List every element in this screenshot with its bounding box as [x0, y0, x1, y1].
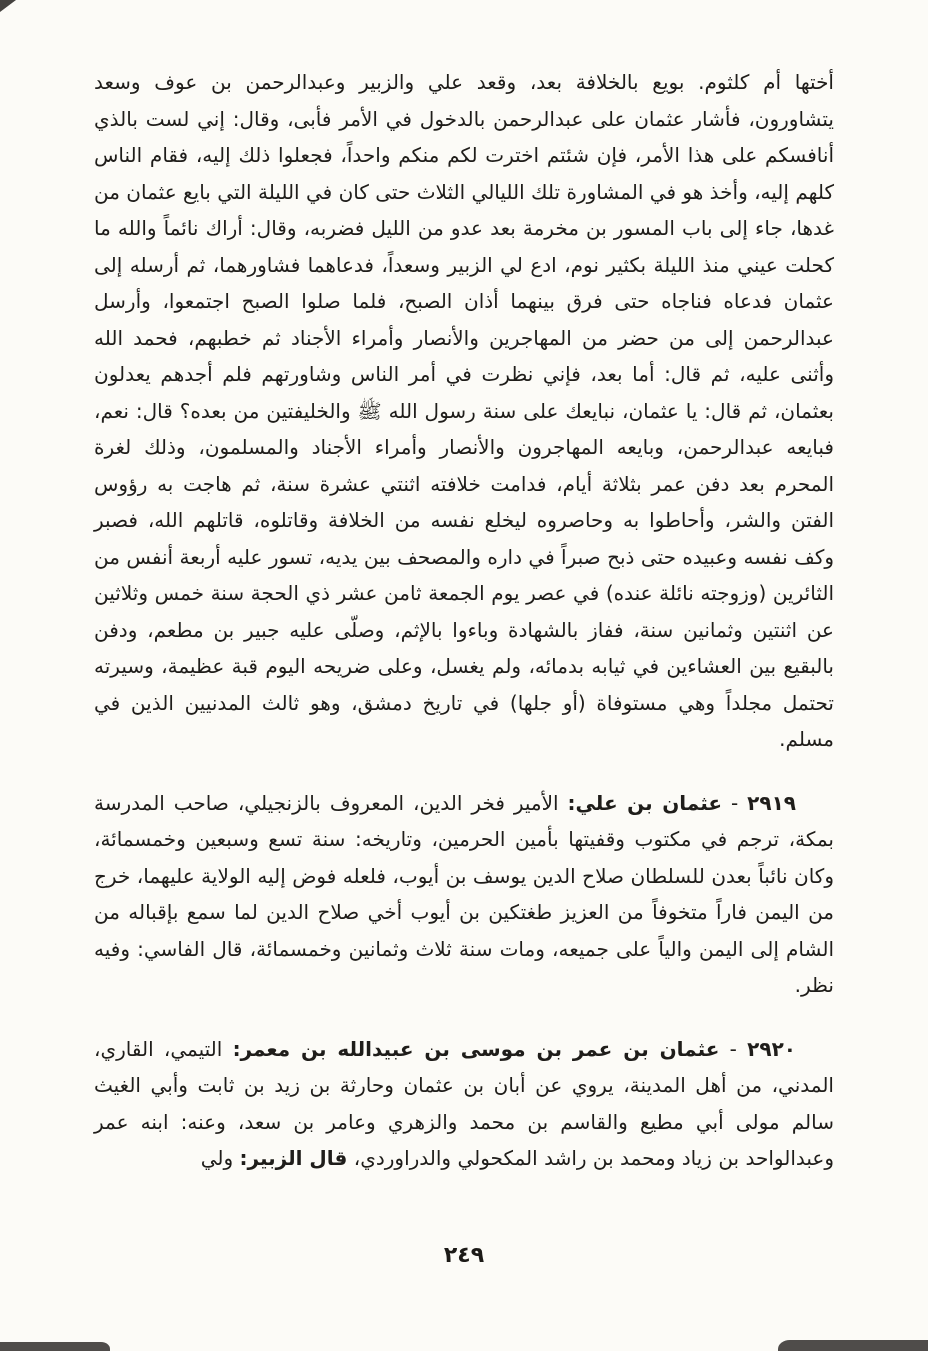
entry-number: ٢٩١٩: [747, 790, 796, 815]
text-block: [94, 64, 834, 1177]
entry-body: التيمي، القاري، المدني، من أهل المدينة، يروي عن أبان بن عثمان وحارثة بن زيد بن ثابت وأبي الغيث سالم مولى أبي مطيع والقاسم بن محمد والزهري وعامر بن سعد، وعنه: ابنه عمر وعبدالواحد بن زياد ومحمد بن راشد المكحولي والدراوردي،: [94, 1036, 834, 1170]
entry-number: ٢٩٢٠: [747, 1036, 796, 1061]
scan-artifact-top-left: [0, 0, 16, 12]
entry-separator: -: [722, 790, 748, 815]
scan-artifact-bottom-right: [778, 1340, 928, 1351]
page-number: ٢٤٩: [443, 1243, 485, 1268]
paragraph-uthman-caliphate: أختها أم كلثوم. بويع بالخلافة بعد، وقعد علي والزبير وعبدالرحمن بن عوف وسعد يتشاورون، فأشار عثمان على عبدالرحمن بالدخول في الأمر فأبى، وقال: إني لست بالذي أنافسكم على هذا الأمر، فإن شئتم اخترت لكم منكم واحداً، فجعلوا ذلك إليه، فقام الناس كلهم إليه، وأخذ هو في المشاورة تلك الليالي الثلاث حتى كان في الليلة التي بايع عثمان من غدها، جاء إلى باب المسور بن مخرمة بعد عدو من الليل فضربه، وقال: أراك نائماً والله ما كحلت عيني منذ الليلة بكثير نوم، ادع لي الزبير وسعداً، فدعاهما فشاورهما، ثم أرسله إلى عثمان فدعاه فناجاه حتى فرق بينهما أذان الصبح، فلما صلوا الصبح اجتمعوا، وأرسل عبدالرحمن إلى من حضر من المهاجرين والأنصار وأمراء الأجناد ثم خطبهم، فحمد الله وأثنى عليه، ثم قال: أما بعد، فإني نظرت في أمر الناس وشاورتهم فلم أجدهم يعدلون بعثمان، ثم قال: يا عثمان، نبايعك على سنة رسول الله ﷺ والخليفتين من بعده؟ قال: نعم، فبايعه عبدالرحمن، وبايعه المهاجرون والأنصار وأمراء الأجناد والمسلمون، وذلك لغرة المحرم بعد دفن عمر بثلاثة أيام، فدامت خلافته اثنتي عشرة سنة، ثم هاجت به رؤوس الفتن والشر، وأحاطوا به وحاصروه ليخلع نفسه من الخلافة وقاتلوه، قاتلهم الله، فصبر وكف نفسه وعبيده حتى ذبح صبراً في داره والمصحف بين يديه، تسور عليه أربعة أنفس من الثائرين (وزوجته نائلة عنده) في عصر يوم الجمعة ثامن عشر ذي الحجة سنة خمس وثلاثين عن اثنتين وثمانين سنة، ففاز بالشهادة وباءوا بالإثم، وصلّى عليه جبير بن مطعم، ودفن بالبقيع بين العشاءين في ثيابه بدمائه، ولم يغسل، وعلى ضريحه اليوم قبة عظيمة، وسيرته تحتمل مجلداً وهي مستوفاة (أو جلها) في تاريخ دمشق، وهو ثالث المدنيين الذين في مسلم.: [94, 70, 834, 751]
entry-body: الأمير فخر الدين، المعروف بالزنجيلي، صاحب المدرسة بمكة، ترجم في مكتوب وقفيتها بأمين الحرمين، وتاريخه: سنة تسع وسبعين وخمسمائة، وكان نائباً بعدن للسلطان صلاح الدين يوسف بن أيوب، فلعله فوض إليه الولاية عليهما، خرج من اليمن فاراً متخوفاً من العزيز طغتكين بن أيوب أخي صلاح الدين لما سمع بإقباله من الشام إلى اليمن والياً على جميعه، ومات سنة ثلاث وثمانين وخمسمائة، قال الفاسي: وفيه نظر.: [94, 790, 834, 997]
entry-separator: -: [719, 1036, 748, 1061]
entry-2920: [94, 1031, 834, 1177]
entry-tail: ولي: [200, 1146, 240, 1170]
entry-name: عثمان بن عمر بن موسى بن عبيدالله بن معمر:: [232, 1036, 720, 1061]
entry-2919: [94, 785, 834, 1004]
entry-tail-bold: قال الزبير:: [239, 1146, 348, 1170]
entry-name: عثمان بن علي:: [567, 790, 723, 815]
scan-artifact-bottom-left: [0, 1342, 110, 1351]
